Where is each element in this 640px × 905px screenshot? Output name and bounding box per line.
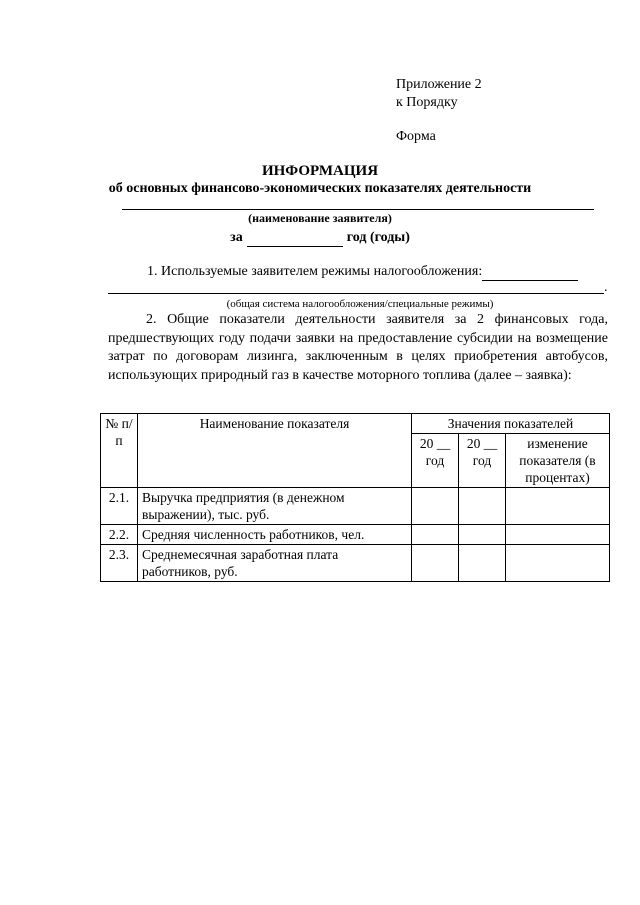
header-values: Значения показателей [412, 414, 610, 434]
period-prefix: за [230, 230, 243, 245]
tax-regime-blank[interactable] [482, 266, 578, 281]
row-year-2-value[interactable] [459, 488, 506, 525]
appendix-line-2: к Порядку [396, 95, 458, 110]
tax-regime-end: . [604, 280, 608, 295]
tax-regime-caption: (общая система налогообложения/специальные режимы) [226, 298, 494, 310]
appendix-gap [396, 112, 616, 128]
row-name: Выручка предприятия (в денежном выражении), тыс. руб. [138, 488, 412, 525]
appendix-line-1: Приложение 2 [396, 77, 482, 92]
indicators-table [100, 413, 610, 582]
table-row [101, 488, 610, 525]
row-year-2-value[interactable] [459, 525, 506, 545]
row-year-1-value[interactable] [412, 525, 459, 545]
row-change-value[interactable] [506, 525, 610, 545]
row-name: Средняя численность работников, чел. [138, 525, 412, 545]
tax-regime-text: 1. Используемые заявителем режимы налогообложения: [147, 264, 483, 279]
header-year-1: 20 __ год [412, 434, 459, 488]
header-num: № п/п [101, 414, 138, 488]
form-label: Форма [396, 129, 436, 144]
document-subtitle: об основных финансово-экономических показателях деятельности [108, 181, 532, 196]
table-header-row-1 [101, 414, 610, 434]
header-year-2: 20 __ год [459, 434, 506, 488]
period-suffix: год (годы) [346, 230, 410, 245]
header-change: изменение показателя (в процентах) [506, 434, 610, 488]
row-year-1-value[interactable] [412, 488, 459, 525]
table-row [101, 545, 610, 582]
period-year-blank[interactable] [247, 232, 343, 247]
period-line [0, 229, 640, 247]
row-year-2-value[interactable] [459, 545, 506, 582]
row-change-value[interactable] [506, 545, 610, 582]
applicant-name-line[interactable] [122, 209, 594, 210]
tax-regime-paragraph [147, 263, 578, 281]
document-title: ИНФОРМАЦИЯ [261, 163, 379, 179]
row-num: 2.2. [101, 525, 138, 545]
row-num: 2.1. [101, 488, 138, 525]
row-name: Среднемесячная заработная плата работников, руб. [138, 545, 412, 582]
row-change-value[interactable] [506, 488, 610, 525]
indicators-paragraph: 2. Общие показатели деятельности заявителя за 2 финансовых года, предшествующих году подачи заявки на предоставление субсидии на возмещение затрат по договорам лизинга, заключенным в целях приобретения автобусов, использующих природный газ в качестве моторного топлива (далее – заявка): [108, 312, 608, 383]
header-name: Наименование показателя [138, 414, 412, 488]
tax-regime-line[interactable] [108, 293, 604, 294]
row-year-1-value[interactable] [412, 545, 459, 582]
applicant-name-caption: (наименование заявителя) [248, 211, 392, 225]
appendix-header [396, 76, 616, 146]
row-num: 2.3. [101, 545, 138, 582]
table-row [101, 525, 610, 545]
